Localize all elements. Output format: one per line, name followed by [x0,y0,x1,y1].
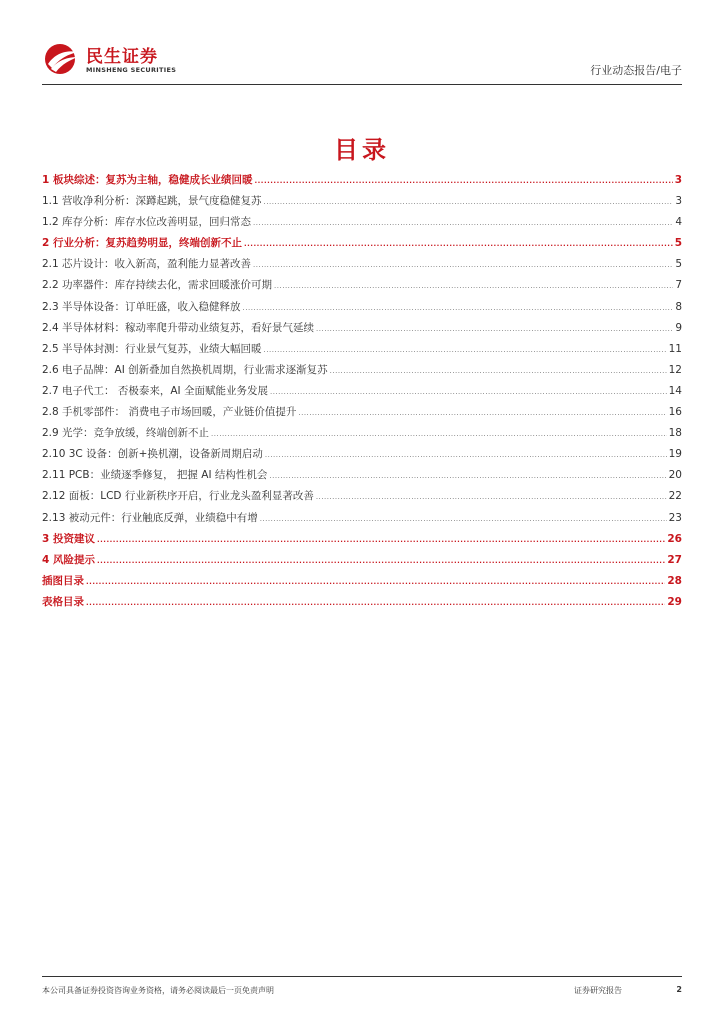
toc-entry-label: 2.12 面板：LCD 行业新秩序开启，行业龙头盈利显著改善 [42,490,314,503]
toc-entry-page: 19 [668,448,682,461]
toc-entry[interactable] [42,172,682,193]
toc-entry[interactable] [42,594,682,615]
toc-entry-page: 9 [675,321,682,334]
logo-text-en: MINSHENG SECURITIES [86,66,177,74]
toc-entry-label: 2.13 被动元件：行业触底反弹，业绩稳中有增 [42,511,258,524]
toc-entry-page: 8 [675,300,682,313]
toc-entry-page: 4 [675,216,682,229]
toc-leader-dots [243,304,674,312]
toc-entry[interactable] [42,488,682,509]
toc-entry-page: 12 [668,363,682,376]
toc-leader-dots [244,240,673,248]
toc-entry[interactable] [42,552,682,573]
toc-leader-dots [86,578,665,586]
toc-entry-label: 2.2 功率器件：库存持续去化，需求回暖涨价可期 [42,279,273,292]
toc-leader-dots [269,472,666,480]
company-logo [42,42,182,82]
page-footer [42,976,682,1001]
toc-leader-dots [254,177,672,185]
toc-entry[interactable] [42,256,682,277]
toc-entry-page: 14 [668,384,682,397]
toc-entry-page: 3 [674,174,682,186]
footer-report-type: 证券研究报告 [574,986,622,995]
toc-entry-page: 11 [668,342,682,355]
toc-entry-label: 2.5 半导体封测：行业景气复苏，业绩大幅回暖 [42,342,262,355]
toc-leader-dots [86,599,665,607]
toc-entry-label: 插图目录 [42,574,84,587]
toc-entry-label: 3 投资建议 [42,532,95,545]
toc-entry[interactable] [42,235,682,256]
toc-entry-label: 2 行业分析：复苏趋势明显，终端创新不止 [42,237,242,250]
toc-entry-page: 5 [674,237,682,250]
toc-entry-label: 2.11 PCB：业绩逐季修复， 把握 AI 结构性机会 [42,469,268,482]
toc-entry-page: 18 [668,427,682,440]
toc-entry[interactable] [42,214,682,235]
toc-leader-dots [270,388,667,396]
toc-leader-dots [264,198,674,206]
toc-entry[interactable] [42,467,682,488]
toc-entry-page: 23 [668,511,682,524]
toc-entry[interactable] [42,383,682,404]
toc-leader-dots [97,557,665,565]
toc-entry-label: 2.1 芯片设计：收入新高，盈利能力显著改善 [42,258,252,271]
toc-entry-label: 2.8 手机零部件： 消费电子市场回暖，产业链价值提升 [42,406,297,419]
toc-leader-dots [253,261,673,269]
toc-entry-page: 3 [675,195,682,208]
toc-leader-dots [274,282,673,290]
toc-entry-label: 2.7 电子代工： 否极泰来，AI 全面赋能业务发展 [42,384,268,397]
toc-leader-dots [265,451,667,459]
toc-leader-dots [253,219,673,227]
toc-entry[interactable] [42,277,682,298]
toc-entry-page: 26 [667,532,682,545]
document-category: 行业动态报告/电子 [590,64,682,77]
logo-text-cn: 民生证券 [86,47,158,67]
page-number: 2 [676,985,682,994]
toc-leader-dots [316,325,673,333]
toc-entry[interactable] [42,446,682,467]
toc-entry[interactable] [42,510,682,531]
toc-entry[interactable] [42,404,682,425]
toc-entry[interactable] [42,299,682,320]
toc-entry-label: 2.6 电子品牌：AI 创新叠加自然换机周期，行业需求逐渐复苏 [42,363,328,376]
toc-leader-dots [211,430,667,438]
toc-entry-page: 27 [667,553,682,566]
toc-leader-dots [264,346,667,354]
toc-entry-label: 1 板块综述：复苏为主轴，稳健成长业绩回暖 [42,174,253,186]
toc-leader-dots [330,367,667,375]
toc-entry[interactable] [42,320,682,341]
toc-entry[interactable] [42,531,682,552]
toc-entry[interactable] [42,425,682,446]
toc-title: 目录 [334,136,390,164]
toc-entry-page: 16 [668,406,682,419]
toc-entry-label: 2.4 半导体材料：稼动率爬升带动业绩复苏，看好景气延续 [42,321,315,334]
toc-entry[interactable] [42,341,682,362]
toc-entry[interactable] [42,573,682,594]
toc-entry-label: 2.3 半导体设备：订单旺盛，收入稳健释放 [42,300,241,313]
toc-entry-label: 4 风险提示 [42,553,95,566]
toc-entry-label: 2.10 3C 设备：创新+换机潮，设备新周期启动 [42,448,263,461]
toc-leader-dots [97,536,665,544]
toc-entry-page: 22 [668,490,682,503]
toc-entry-label: 1.1 营收净利分析：深蹲起跳，景气度稳健复苏 [42,195,262,208]
table-of-contents [42,172,682,615]
toc-entry-label: 表格目录 [42,595,84,608]
footer-disclaimer: 本公司具备证券投资咨询业务资格，请务必阅读最后一页免责声明 [42,986,274,995]
toc-entry-page: 28 [667,574,682,587]
page-header [42,36,682,85]
toc-leader-dots [316,493,667,501]
toc-leader-dots [298,409,666,417]
toc-entry-page: 7 [675,279,682,292]
toc-entry-label: 2.9 光学：竞争放缓，终端创新不止 [42,427,210,440]
toc-entry-page: 5 [675,258,682,271]
toc-entry-page: 20 [668,469,682,482]
minsheng-logo-icon [42,42,82,76]
toc-entry[interactable] [42,362,682,383]
toc-entry-label: 1.2 库存分析：库存水位改善明显，回归常态 [42,216,252,229]
toc-entry[interactable] [42,193,682,214]
toc-leader-dots [260,515,667,523]
toc-entry-page: 29 [667,595,682,608]
